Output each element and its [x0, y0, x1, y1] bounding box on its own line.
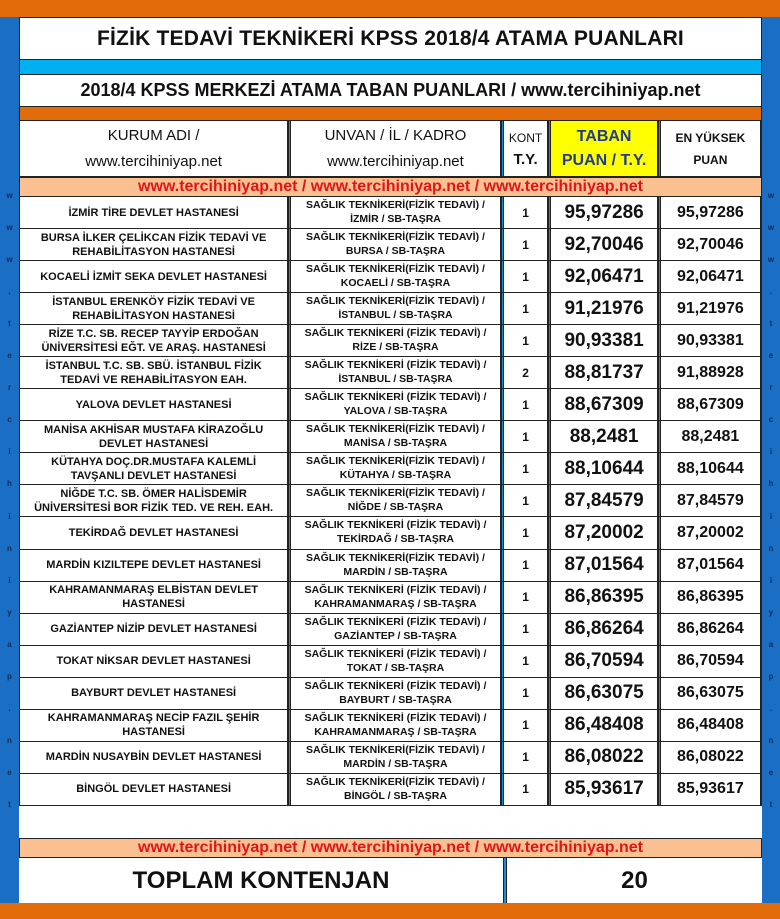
header-unvan [291, 121, 501, 176]
table-row [20, 742, 761, 774]
unvan-line-1: SAĞLIK TEKNİKERİ(FİZİK TEDAVİ) / [306, 295, 485, 308]
unvan-line-1: SAĞLIK TEKNİKERİ (FİZİK TEDAVİ) / [304, 359, 487, 372]
en-yuksek-puan-cell: 88,67309 [661, 389, 761, 420]
side-watermark-letter: w [6, 255, 13, 265]
total-value: 20 [621, 866, 648, 894]
en-yuksek-puan-cell: 86,63075 [661, 678, 761, 709]
unvan-line-1: SAĞLIK TEKNİKERİ (FİZİK TEDAVİ) / [304, 327, 487, 340]
total-label: TOPLAM KONTENJAN [132, 866, 390, 894]
kurum-adi-cell [20, 325, 288, 356]
unvan-line-2: BURSA / SB-TAŞRA [345, 245, 446, 258]
table-row [20, 774, 761, 806]
header-taban-ty: PUAN / T.Y. [561, 151, 647, 169]
kurum-adi-cell [20, 229, 288, 260]
side-watermark-letter: n [7, 543, 12, 553]
kurum-adi-cell [20, 293, 288, 324]
table-row [20, 614, 761, 646]
en-yuksek-puan-cell: 91,21976 [661, 293, 761, 324]
unvan-line-1: SAĞLIK TEKNİKERİ (FİZİK TEDAVİ) / [304, 711, 487, 724]
kurum-adi-cell [20, 453, 288, 484]
kontenjan-cell: 1 [504, 261, 549, 292]
kurum-adi: MARDİN KIZILTEPE DEVLET HASTANESİ [46, 559, 261, 572]
kurum-adi-cell [20, 550, 288, 581]
side-watermark-letter: w [6, 223, 13, 233]
unvan-cell [291, 197, 501, 228]
unvan-cell [291, 485, 501, 516]
kurum-adi-cell [20, 197, 288, 228]
unvan-line-2: KÜTAHYA / SB-TAŞRA [339, 469, 452, 482]
unvan-line-1: SAĞLIK TEKNİKERİ (FİZİK TEDAVİ) / [304, 583, 487, 596]
side-watermark-letter: r [769, 383, 773, 393]
unvan-line-1: SAĞLIK TEKNİKERİ(FİZİK TEDAVİ) / [306, 199, 485, 211]
side-watermark-letter: t [8, 799, 11, 809]
unvan-line-2: MANİSA / SB-TAŞRA [343, 437, 448, 450]
kurum-adi-cell [20, 646, 288, 677]
kurum-adi-cell [20, 485, 288, 516]
side-watermark-letter: c [768, 415, 774, 425]
table-row [20, 678, 761, 710]
table-row [20, 389, 761, 421]
unvan-line-1: SAĞLIK TEKNİKERİ(FİZİK TEDAVİ) / [306, 263, 485, 276]
unvan-cell [291, 614, 501, 645]
unvan-line-2: KAHRAMANMARAŞ / SB-TAŞRA [314, 597, 477, 610]
side-watermark-letter: h [7, 479, 12, 489]
kontenjan-cell: 1 [504, 197, 549, 228]
side-watermark-letter: y [7, 607, 12, 617]
unvan-line-2: BİNGÖL / SB-TAŞRA [344, 789, 447, 802]
kurum-adi-cell [20, 678, 288, 709]
unvan-line-2: KAHRAMANMARAŞ / SB-TAŞRA [314, 725, 477, 738]
total-row [19, 858, 762, 903]
kurum-adi-cell [20, 774, 288, 805]
side-watermark-letter: w [767, 255, 775, 265]
table-row [20, 229, 761, 261]
table-row [20, 582, 761, 614]
side-watermark-letter: n [768, 735, 774, 745]
header-kont-ty: T.Y. [513, 150, 538, 168]
unvan-line-2: İZMİR / SB-TAŞRA [350, 213, 441, 225]
side-watermark-letter: a [7, 639, 12, 649]
page-title: FİZİK TEDAVİ TEKNİKERİ KPSS 2018/4 ATAMA PUANLARI [19, 17, 762, 60]
header-kurum-adi-label: KURUM ADI / [107, 126, 200, 144]
kurum-adi: MANİSA AKHİSAR MUSTAFA KİRAZOĞLU DEVLET HASTANESİ [44, 423, 264, 450]
kurum-adi-cell [20, 582, 288, 613]
table-row [20, 197, 761, 229]
side-watermark-letter: c [7, 415, 12, 425]
table-row [20, 261, 761, 293]
kurum-adi-cell [20, 389, 288, 420]
unvan-line-1: SAĞLIK TEKNİKERİ (FİZİK TEDAVİ) / [304, 615, 487, 628]
kontenjan-cell: 1 [504, 550, 549, 581]
side-watermark-letter: w [767, 223, 775, 233]
kurum-adi: TOKAT NİKSAR DEVLET HASTANESİ [56, 655, 251, 668]
en-yuksek-puan-cell: 92,06471 [661, 261, 761, 292]
kurum-adi: İZMİR TİRE DEVLET HASTANESİ [68, 206, 239, 219]
kurum-adi: İSTANBUL T.C. SB. SBÜ. İSTANBUL FİZİK TEDAVİ VE REHABİLİTASYON EAH. [45, 359, 262, 386]
en-yuksek-puan-cell: 86,86395 [661, 582, 761, 613]
taban-puan-cell: 85,93617 [551, 774, 657, 805]
unvan-cell [291, 421, 501, 452]
taban-puan-cell: 87,01564 [551, 550, 657, 581]
kontenjan-cell: 1 [504, 293, 549, 324]
kurum-adi-cell [20, 517, 288, 548]
unvan-line-1: SAĞLIK TEKNİKERİ(FİZİK TEDAVİ) / [306, 231, 485, 244]
watermark-banner-bottom: www.tercihiniyap.net / www.tercihiniyap.net / www.tercihiniyap.net [19, 838, 762, 858]
unvan-line-2: YALOVA / SB-TAŞRA [343, 405, 448, 418]
unvan-line-1: SAĞLIK TEKNİKERİ(FİZİK TEDAVİ) / [306, 455, 485, 468]
en-yuksek-puan-cell: 86,86264 [661, 614, 761, 645]
unvan-line-1: SAĞLIK TEKNİKERİ(FİZİK TEDAVİ) / [306, 743, 485, 756]
kontenjan-cell: 1 [504, 774, 549, 805]
side-watermark-letter: i [8, 575, 11, 585]
taban-puan-cell: 92,70046 [551, 229, 657, 260]
header-max-puan: PUAN [693, 152, 728, 167]
kurum-adi: TEKİRDAĞ DEVLET HASTANESİ [68, 526, 239, 539]
side-watermark-letter: . [8, 703, 11, 713]
taban-puan-cell: 88,10644 [551, 453, 657, 484]
kontenjan-cell: 1 [504, 517, 549, 548]
en-yuksek-puan-cell: 87,84579 [661, 485, 761, 516]
header-kontenjan [504, 121, 549, 176]
side-watermark-letter: e [768, 351, 774, 361]
header-kurum-adi [20, 121, 288, 176]
unvan-line-1: SAĞLIK TEKNİKERİ (FİZİK TEDAVİ) / [304, 679, 487, 692]
header-en-yuksek-puan [661, 121, 761, 176]
kontenjan-cell: 1 [504, 485, 549, 516]
page-subtitle: 2018/4 KPSS MERKEZİ ATAMA TABAN PUANLARI / www.tercihiniyap.net [19, 74, 762, 107]
side-watermark-letter: n [7, 735, 12, 745]
taban-puan-cell: 95,97286 [551, 197, 657, 228]
en-yuksek-puan-cell: 86,08022 [661, 742, 761, 773]
table-row [20, 325, 761, 357]
unvan-cell [291, 517, 501, 548]
unvan-line-1: SAĞLIK TEKNİKERİ(FİZİK TEDAVİ) / [306, 487, 485, 500]
kontenjan-cell: 1 [504, 614, 549, 645]
unvan-line-2: GAZİANTEP / SB-TAŞRA [334, 629, 457, 642]
unvan-line-2: TOKAT / SB-TAŞRA [346, 661, 445, 674]
en-yuksek-puan-cell: 95,97286 [661, 197, 761, 228]
table-row [20, 710, 761, 742]
unvan-cell [291, 678, 501, 709]
side-watermark-letter: e [7, 767, 12, 777]
table-row [20, 485, 761, 517]
side-watermark-letter: i [769, 447, 773, 457]
kurum-adi: BURSA İLKER ÇELİKCAN FİZİK TEDAVİ VE REHABİLİTASYON HASTANESİ [40, 231, 267, 258]
en-yuksek-puan-cell: 91,88928 [661, 357, 761, 388]
table-header [19, 120, 762, 177]
unvan-line-2: İSTANBUL / SB-TAŞRA [338, 309, 453, 322]
kurum-adi: KÜTAHYA DOÇ.DR.MUSTAFA KALEMLİ TAVŞANLI DEVLET HASTANESİ [51, 455, 257, 482]
unvan-cell [291, 453, 501, 484]
side-watermark-letter: w [767, 191, 775, 200]
kurum-adi: BAYBURT DEVLET HASTANESİ [71, 687, 237, 700]
en-yuksek-puan-cell: 88,10644 [661, 453, 761, 484]
taban-puan-cell: 90,93381 [551, 325, 657, 356]
side-watermark-letter: r [7, 383, 12, 393]
table-row [20, 550, 761, 582]
table-row [20, 517, 761, 549]
kontenjan-cell: 1 [504, 325, 549, 356]
kontenjan-cell: 1 [504, 453, 549, 484]
kontenjan-cell: 1 [504, 710, 549, 741]
kurum-adi: KAHRAMANMARAŞ ELBİSTAN DEVLET HASTANESİ [49, 584, 258, 611]
taban-puan-cell: 91,21976 [551, 293, 657, 324]
unvan-cell [291, 646, 501, 677]
side-watermark-letter: i [8, 511, 11, 521]
table-row [20, 646, 761, 678]
taban-puan-cell: 92,06471 [551, 261, 657, 292]
side-watermark-letter: i [769, 575, 773, 585]
taban-puan-cell: 88,2481 [551, 421, 657, 452]
taban-puan-cell: 87,20002 [551, 517, 657, 548]
side-watermark-letter: t [769, 799, 773, 809]
unvan-line-1: SAĞLIK TEKNİKERİ (FİZİK TEDAVİ) / [304, 647, 487, 660]
side-watermark-letter: i [8, 447, 11, 457]
side-watermark-letter: p [768, 671, 774, 681]
unvan-cell [291, 261, 501, 292]
side-watermark-letter: e [7, 351, 12, 361]
kontenjan-cell: 1 [504, 742, 549, 773]
unvan-cell [291, 710, 501, 741]
en-yuksek-puan-cell: 86,48408 [661, 710, 761, 741]
side-watermark-letter: p [7, 671, 12, 681]
kontenjan-cell: 1 [504, 421, 549, 452]
kontenjan-cell: 1 [504, 582, 549, 613]
en-yuksek-puan-cell: 88,2481 [661, 421, 761, 452]
kurum-adi: KOCAELİ İZMİT SEKA DEVLET HASTANESİ [40, 270, 267, 283]
unvan-cell [291, 774, 501, 805]
taban-puan-cell: 88,67309 [551, 389, 657, 420]
en-yuksek-puan-cell: 87,20002 [661, 517, 761, 548]
kurum-adi-cell [20, 742, 288, 773]
kurum-adi: RİZE T.C. SB. RECEP TAYYİP ERDOĞAN ÜNİVERSİTESİ EĞT. VE ARAŞ. HASTANESİ [41, 327, 266, 354]
kurum-adi: İSTANBUL ERENKÖY FİZİK TEDAVİ VE REHABİLİTASYON HASTANESİ [52, 295, 255, 322]
kontenjan-cell: 1 [504, 229, 549, 260]
taban-puan-cell: 88,81737 [551, 357, 657, 388]
table-row [20, 421, 761, 453]
header-taban-puan [551, 121, 657, 176]
kurum-adi-cell [20, 614, 288, 645]
kurum-adi: KAHRAMANMARAŞ NECİP FAZIL ŞEHİR HASTANESİ [47, 712, 260, 739]
left-side-watermark [0, 17, 19, 903]
taban-puan-cell: 87,84579 [551, 485, 657, 516]
unvan-line-2: BAYBURT / SB-TAŞRA [339, 693, 452, 706]
unvan-cell [291, 742, 501, 773]
header-unvan-site: www.tercihiniyap.net [327, 152, 464, 170]
side-watermark-letter: w [6, 191, 13, 200]
unvan-line-2: İSTANBUL / SB-TAŞRA [338, 373, 453, 386]
unvan-line-1: SAĞLIK TEKNİKERİ(FİZİK TEDAVİ) / [306, 775, 485, 788]
unvan-line-1: SAĞLIK TEKNİKERİ (FİZİK TEDAVİ) / [304, 391, 487, 404]
unvan-line-1: SAĞLIK TEKNİKERİ(FİZİK TEDAVİ) / [306, 551, 485, 564]
kurum-adi: GAZİANTEP NİZİP DEVLET HASTANESİ [50, 623, 257, 636]
unvan-cell [291, 325, 501, 356]
kontenjan-cell: 1 [504, 389, 549, 420]
taban-puan-cell: 86,70594 [551, 646, 657, 677]
en-yuksek-puan-cell: 87,01564 [661, 550, 761, 581]
bottom-orange-bar [0, 903, 780, 919]
taban-puan-cell: 86,63075 [551, 678, 657, 709]
side-watermark-letter: . [8, 287, 11, 297]
unvan-line-2: TEKİRDAĞ / SB-TAŞRA [336, 533, 455, 546]
side-watermark-letter: t [769, 319, 773, 329]
kontenjan-cell: 1 [504, 678, 549, 709]
unvan-line-1: SAĞLIK TEKNİKERİ(FİZİK TEDAVİ) / [306, 423, 485, 436]
side-watermark-letter: y [768, 607, 774, 617]
side-watermark-letter: . [769, 287, 773, 297]
table-row [20, 293, 761, 325]
table-row [20, 453, 761, 485]
kurum-adi-cell [20, 261, 288, 292]
header-max-label: EN YÜKSEK [675, 130, 746, 145]
en-yuksek-puan-cell: 92,70046 [661, 229, 761, 260]
header-taban-label: TABAN [576, 127, 632, 145]
side-watermark-letter: a [768, 639, 774, 649]
unvan-line-2: MARDİN / SB-TAŞRA [343, 757, 448, 770]
header-kurum-adi-site: www.tercihiniyap.net [85, 152, 222, 170]
side-watermark-letter: t [8, 319, 11, 329]
taban-puan-cell: 86,48408 [551, 710, 657, 741]
watermark-banner-top: www.tercihiniyap.net / www.tercihiniyap.net / www.tercihiniyap.net [19, 177, 762, 197]
kontenjan-cell: 2 [504, 357, 549, 388]
kurum-adi: MARDİN NUSAYBİN DEVLET HASTANESİ [45, 751, 262, 764]
orange-divider [19, 107, 762, 120]
side-watermark-letter: h [768, 479, 774, 489]
side-watermark-letter: . [769, 703, 773, 713]
top-orange-bar [0, 0, 780, 17]
unvan-line-2: NİĞDE / SB-TAŞRA [347, 501, 444, 514]
unvan-line-1: SAĞLIK TEKNİKERİ (FİZİK TEDAVİ) / [304, 519, 487, 532]
table-row [20, 357, 761, 389]
unvan-cell [291, 293, 501, 324]
unvan-line-2: KOCAELİ / SB-TAŞRA [340, 277, 451, 290]
unvan-cell [291, 582, 501, 613]
unvan-cell [291, 550, 501, 581]
kurum-adi: YALOVA DEVLET HASTANESİ [75, 398, 232, 411]
unvan-line-2: MARDİN / SB-TAŞRA [343, 565, 448, 578]
unvan-line-2: RİZE / SB-TAŞRA [352, 341, 439, 354]
side-watermark-letter: e [768, 767, 774, 777]
taban-puan-cell: 86,86395 [551, 582, 657, 613]
taban-puan-cell: 86,86264 [551, 614, 657, 645]
kurum-adi: BİNGÖL DEVLET HASTANESİ [76, 783, 232, 796]
kurum-adi-cell [20, 357, 288, 388]
side-watermark-letter: i [769, 511, 773, 521]
kurum-adi-cell [20, 421, 288, 452]
kurum-adi: NİĞDE T.C. SB. ÖMER HALİSDEMİR ÜNİVERSİTESİ BOR FİZİK TED. VE REH. EAH. [34, 487, 274, 514]
en-yuksek-puan-cell: 86,70594 [661, 646, 761, 677]
kurum-adi-cell [20, 710, 288, 741]
header-unvan-label: UNVAN / İL / KADRO [324, 126, 467, 144]
header-kont-label: KONT [508, 130, 543, 145]
side-watermark-letter: n [768, 543, 774, 553]
en-yuksek-puan-cell: 85,93617 [661, 774, 761, 805]
en-yuksek-puan-cell: 90,93381 [661, 325, 761, 356]
table-body [19, 197, 762, 806]
light-blue-divider [19, 60, 762, 74]
unvan-cell [291, 389, 501, 420]
right-side-watermark [762, 17, 780, 903]
score-sheet [19, 17, 762, 903]
unvan-cell [291, 357, 501, 388]
kontenjan-cell: 1 [504, 646, 549, 677]
taban-puan-cell: 86,08022 [551, 742, 657, 773]
unvan-cell [291, 229, 501, 260]
